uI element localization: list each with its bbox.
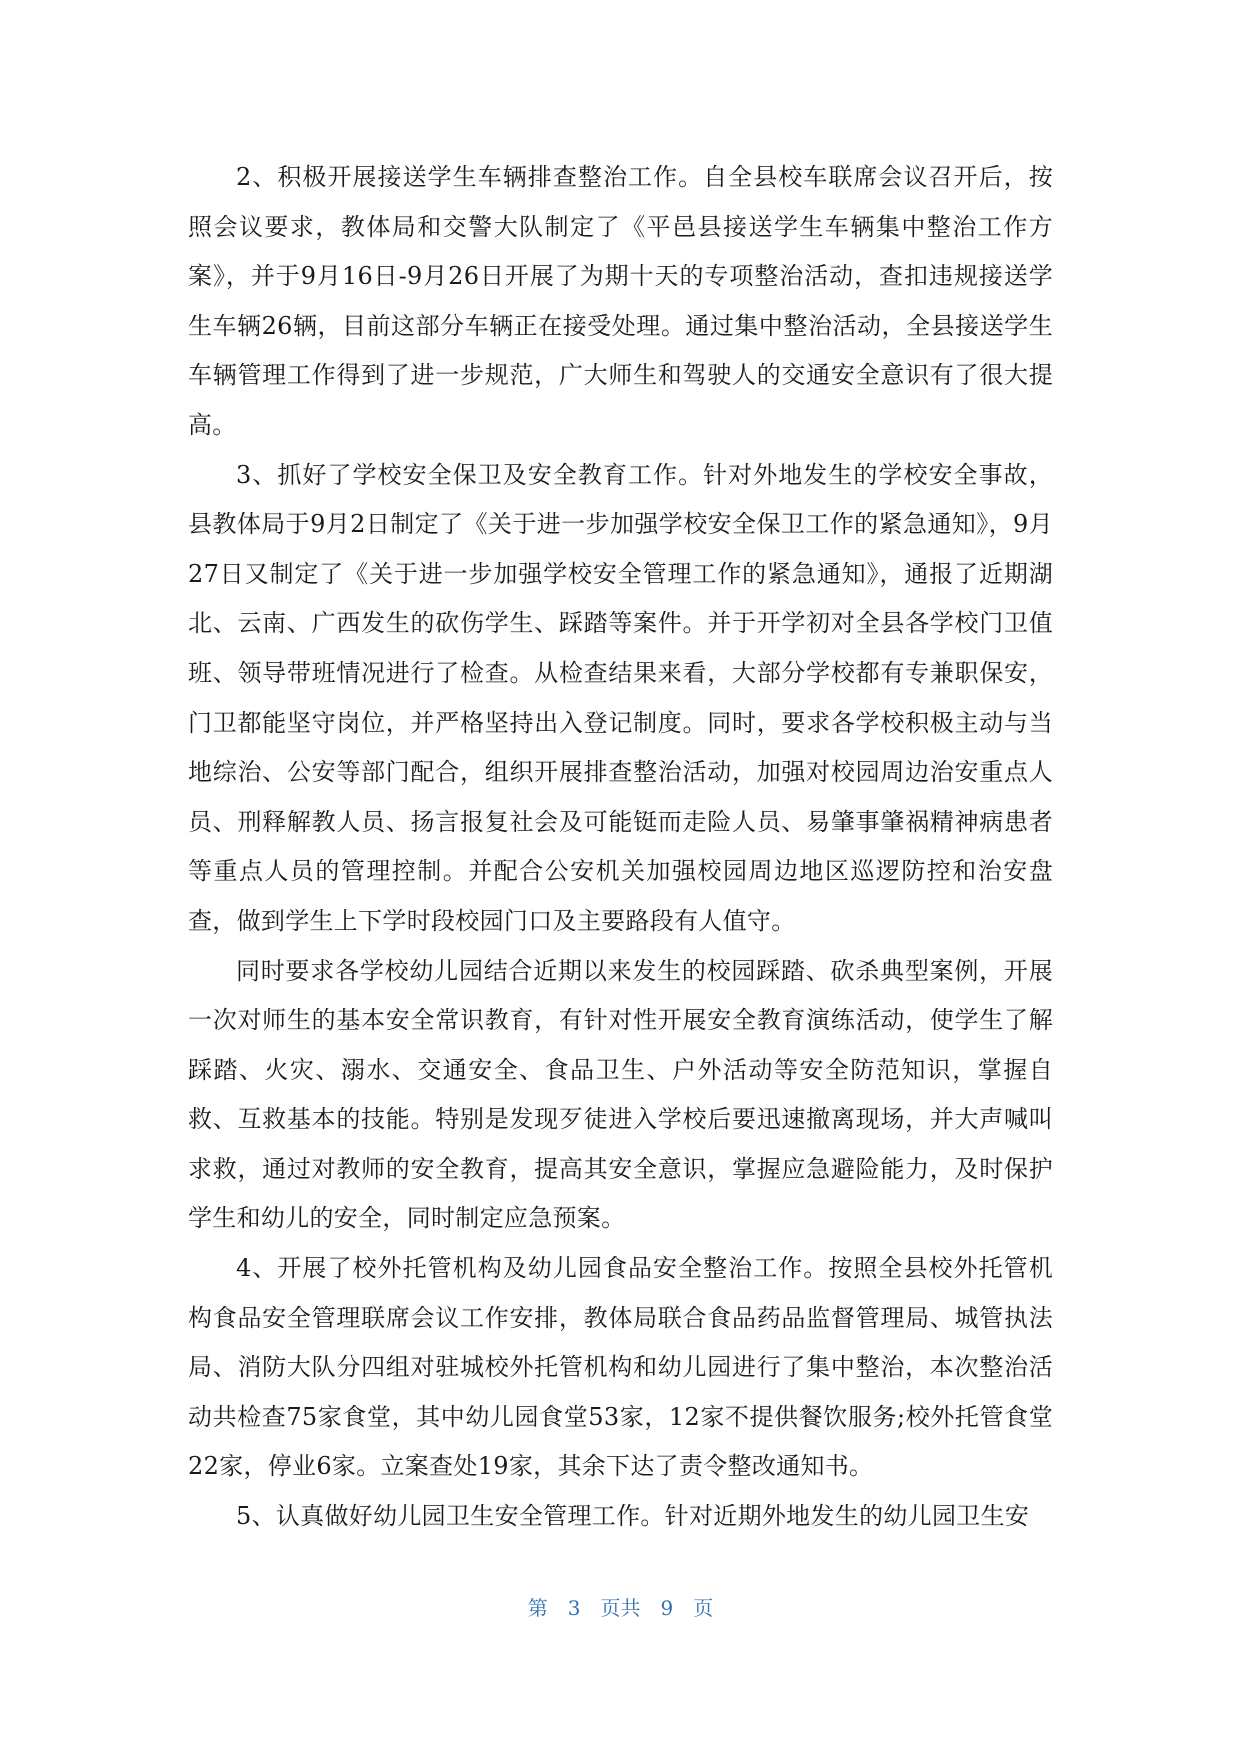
total-pages-number: 9 [660,1596,674,1620]
document-body [188,153,1053,1542]
page-number-footer [0,1592,1241,1621]
paragraph-item-5: 5、认真做好幼儿园卫生安全管理工作。针对近期外地发生的幼儿园卫生安 [236,1502,1030,1531]
footer-suffix: 页 [693,1596,714,1620]
paragraph-safety-education: 同时要求各学校幼儿园结合近期以来发生的校园踩踏、砍杀典型案例，开展一次对师生的基本安全常识教育，有针对性开展安全教育演练活动，使学生了解踩踏、火灾、溺水、交通安全、食品卫生、户外活动等安全防范知识，掌握自救、互救基本的技能。特别是发现歹徒进入学校后要迅速撤离现场，并大声喊叫求救，通过对教师的安全教育，提高其安全意识，掌握应急避险能力，及时保护学生和幼儿的安全，同时制定应急预案。 [188,956,1053,1233]
paragraph-item-3: 3、抓好了学校安全保卫及安全教育工作。针对外地发生的学校安全事故，县教体局于9月2日制定了《关于进一步加强学校安全保卫工作的紧急通知》，9月27日又制定了《关于进一步加强学校安全管理工作的紧急通知》，通报了近期湖北、云南、广西发生的砍伤学生、踩踏等案件。并于开学初对全县各学校门卫值班、领导带班情况进行了检查。从检查结果来看，大部分学校都有专兼职保安，门卫都能坚守岗位，并严格坚持出入登记制度。同时，要求各学校积极主动与当地综治、公安等部门配合，组织开展排查整治活动，加强对校园周边治安重点人员、刑释解教人员、扬言报复社会及可能铤而走险人员、易肇事肇祸精神病患者等重点人员的管理控制。并配合公安机关加强校园周边地区巡逻防控和治安盘查，做到学生上下学时段校园门口及主要路段有人值守。 [188,460,1053,935]
footer-middle: 页共 [600,1596,641,1620]
footer-prefix: 第 [527,1596,548,1620]
current-page-number: 3 [567,1596,581,1620]
paragraph-item-2: 2、积极开展接送学生车辆排查整治工作。自全县校车联席会议召开后，按照会议要求，教体局和交警大队制定了《平邑县接送学生车辆集中整治工作方案》，并于9月16日-9月26日开展了为期十天的专项整治活动，查扣违规接送学生车辆26辆，目前这部分车辆正在接受处理。通过集中整治活动，全县接送学生车辆管理工作得到了进一步规范，广大师生和驾驶人的交通安全意识有了很大提高。 [188,163,1053,439]
paragraph-item-4: 4、开展了校外托管机构及幼儿园食品安全整治工作。按照全县校外托管机构食品安全管理联席会议工作安排，教体局联合食品药品监督管理局、城管执法局、消防大队分四组对驻城校外托管机构和幼儿园进行了集中整治，本次整治活动共检查75家食堂，其中幼儿园食堂53家，12家不提供餐饮服务;校外托管食堂22家，停业6家。立案查处19家，其余下达了责令整改通知书。 [188,1254,1053,1481]
